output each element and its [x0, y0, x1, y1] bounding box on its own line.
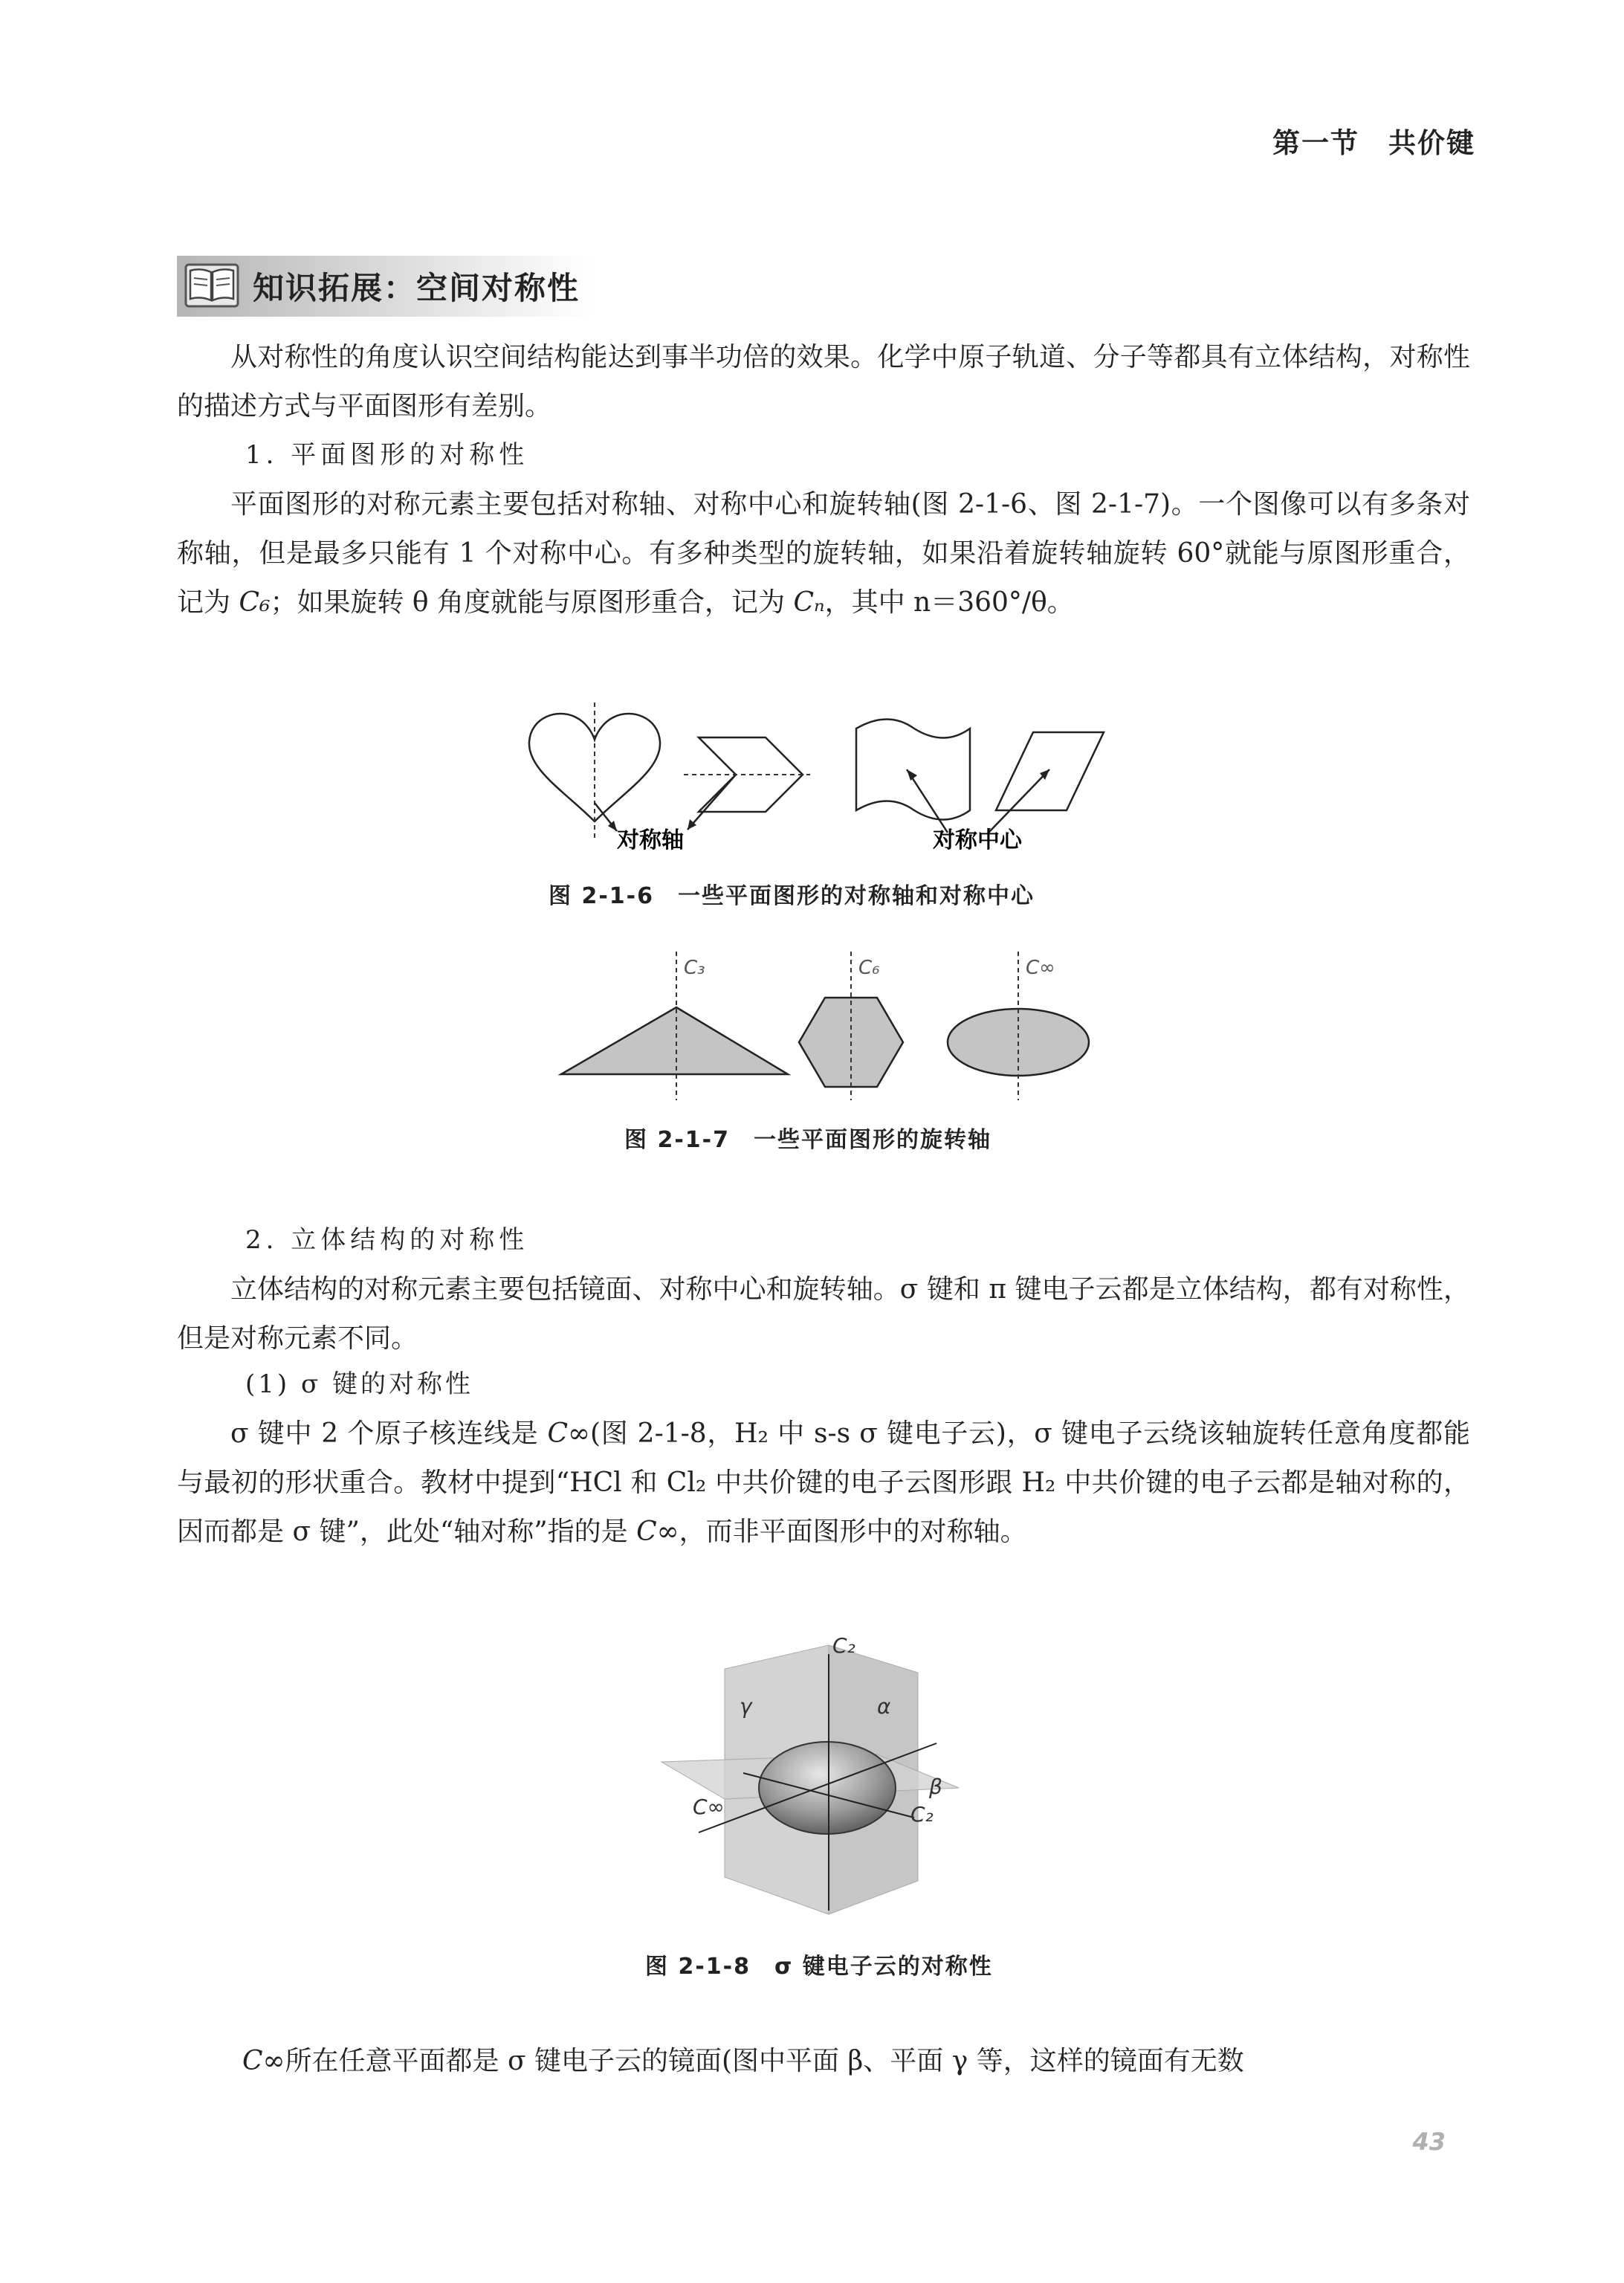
label-c2-top: C₂: [832, 1633, 855, 1658]
figure-2-1-6: [513, 699, 1107, 862]
p2-cn: Cₙ: [793, 587, 825, 618]
figure-2-1-8-caption: 图 2-1-8 σ 键电子云的对称性: [645, 1954, 993, 1980]
wave-shape: [856, 720, 970, 820]
p4-cinf-2: C∞: [636, 1517, 679, 1547]
paragraph-intro: 从对称性的角度认识空间结构能达到事半功倍的效果。化学中原子轨道、分子等都具有立体结构，对称性的描述方式与平面图形有差别。: [177, 342, 1470, 422]
p4-text-b: (图 2-1-8，H₂ 中 s-s σ 键电子云)，σ 键电子云绕该轴旋转任意角度都能与最初的形状重合。教材中提到“HCl 和 Cl₂ 中共价键的电子云图形跟 H₂ 中共价键的电子云都是轴对称的，因而都是 σ 键”，此处“轴对称”指的是: [177, 1418, 1470, 1547]
paragraph-3d-symmetry: 立体结构的对称元素主要包括镜面、对称中心和旋转轴。σ 键和 π 键电子云都是立体结构，都有对称性，但是对称元素不同。: [177, 1274, 1470, 1354]
label-alpha: α: [877, 1694, 891, 1719]
p2-text-a: 平面图形的对称元素主要包括对称轴、对称中心和旋转轴(图 2-1-6、图 2-1-7)。一个图像可以有多条对称轴，但是最多只能有 1 个对称中心。有多种类型的旋转轴，如果沿着旋转轴旋转 60°就能与原图形重合，记为: [177, 489, 1470, 618]
heading-sigma-symmetry: (1) σ 键的对称性: [245, 1369, 473, 1399]
label-symmetry-center: 对称中心: [933, 827, 1022, 853]
label-c3: C₃: [684, 957, 705, 979]
p2-text-c: ，其中 n＝360°/θ。: [824, 587, 1074, 618]
heading-plane-symmetry: 1. 平面图形的对称性: [245, 440, 529, 470]
heading-3d-symmetry: 2. 立体结构的对称性: [245, 1225, 529, 1255]
paragraph-plane-symmetry: [177, 480, 1470, 627]
p2-c6: C₆: [239, 587, 271, 618]
paragraph-sigma: [177, 1409, 1470, 1557]
p5-text: 所在任意平面都是 σ 键电子云的镜面(图中平面 β、平面 γ 等，这样的镜面有无数: [285, 2046, 1244, 2076]
p5-cinf: C∞: [242, 2046, 285, 2076]
sidebar-title: 知识拓展：空间对称性: [253, 270, 580, 306]
figure-2-1-8: [654, 1632, 966, 1929]
label-c2-right: C₂: [910, 1802, 934, 1827]
figure-2-1-6-caption: 图 2-1-6 一些平面图形的对称轴和对称中心: [549, 883, 1035, 909]
paragraph-mirror-planes: [177, 2037, 1470, 2086]
figure-2-1-7: [550, 944, 1100, 1108]
label-symmetry-axis: 对称轴: [617, 827, 684, 853]
figure-2-1-7-caption: 图 2-1-7 一些平面图形的旋转轴: [624, 1127, 991, 1153]
label-cinf: C∞: [1026, 957, 1055, 979]
label-beta: β: [929, 1775, 942, 1799]
label-cinf-3d: C∞: [693, 1795, 725, 1819]
parallelogram-shape: [996, 732, 1104, 810]
section-header: 第一节 共价键: [1272, 127, 1475, 159]
page-number: 43: [1412, 2128, 1446, 2156]
p4-cinf: C∞: [547, 1418, 591, 1449]
p4-text-c: ，而非平面图形中的对称轴。: [679, 1517, 1027, 1547]
electron-cloud: [759, 1742, 896, 1834]
book-icon: [184, 262, 239, 309]
triangle-shape: [561, 1007, 788, 1074]
p2-text-b: ；如果旋转 θ 角度就能与原图形重合，记为: [270, 587, 794, 618]
label-gamma: γ: [740, 1694, 752, 1719]
p4-text-a: σ 键中 2 个原子核连线是: [230, 1418, 548, 1449]
label-c6: C₆: [858, 957, 880, 979]
